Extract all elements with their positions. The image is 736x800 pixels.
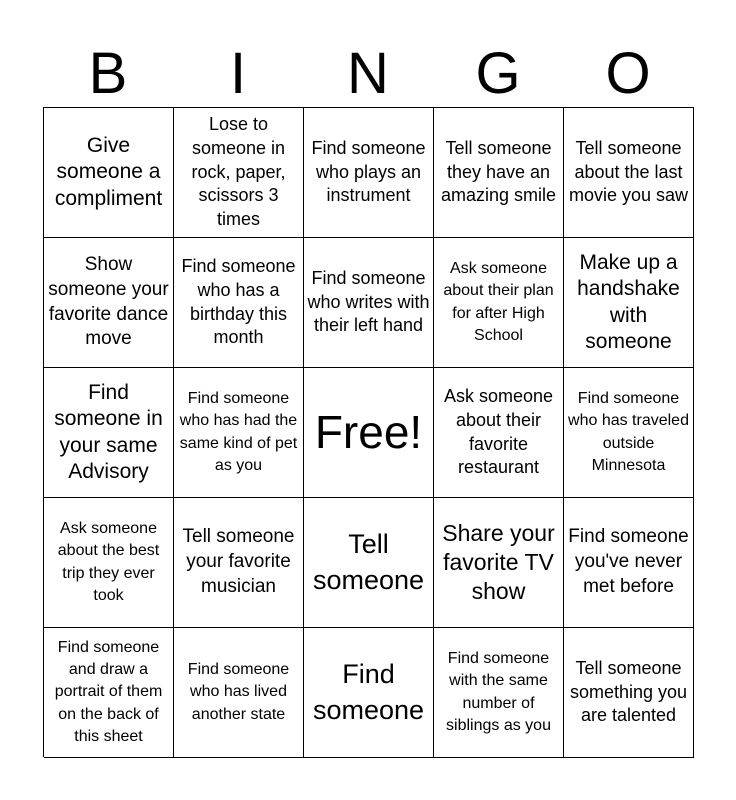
bingo-cell-free[interactable] bbox=[304, 368, 434, 498]
bingo-cell-r5c3[interactable] bbox=[304, 628, 434, 758]
cell-text: Tell someone bbox=[312, 529, 425, 595]
cell-text: Find someone you've never met before bbox=[568, 526, 689, 597]
header-letter-n: N bbox=[347, 41, 389, 106]
bingo-cell-r1c5[interactable] bbox=[564, 108, 694, 238]
bingo-cell-r5c1[interactable] bbox=[44, 628, 174, 758]
cell-text: Find someone with the same number of siblings as you bbox=[446, 650, 551, 734]
bingo-cell-r4c1[interactable] bbox=[44, 498, 174, 628]
cell-text: Show someone your favorite dance move bbox=[48, 254, 169, 350]
bingo-cell-r4c5[interactable] bbox=[564, 498, 694, 628]
cell-text: Tell someone something you are talented bbox=[569, 657, 688, 726]
bingo-cell-r1c1[interactable] bbox=[44, 108, 174, 238]
cell-text: Find someone and draw a portrait of them on the back of this sheet bbox=[54, 639, 163, 745]
cell-text: Tell someone your favorite musician bbox=[182, 526, 295, 597]
cell-text: Make up a handshake with someone bbox=[577, 251, 680, 353]
cell-text: Ask someone about the best trip they ever took bbox=[57, 520, 160, 604]
cell-text: Free! bbox=[314, 406, 423, 459]
bingo-header bbox=[43, 40, 693, 108]
cell-text: Tell someone they have an amazing smile bbox=[440, 137, 557, 206]
cell-text: Find someone who has had the same kind of pet as you bbox=[179, 390, 298, 474]
cell-text: Find someone who has lived another state bbox=[187, 661, 290, 723]
bingo-cell-r1c2[interactable] bbox=[174, 108, 304, 238]
header-letter-g: G bbox=[475, 41, 521, 106]
cell-text: Share your favorite TV show bbox=[442, 520, 555, 604]
bingo-cell-r2c1[interactable] bbox=[44, 238, 174, 368]
bingo-cell-r4c3[interactable] bbox=[304, 498, 434, 628]
bingo-cell-r2c3[interactable] bbox=[304, 238, 434, 368]
cell-text: Find someone who has traveled outside Minnesota bbox=[568, 390, 689, 474]
cell-text: Give someone a compliment bbox=[54, 134, 163, 210]
bingo-cell-r5c5[interactable] bbox=[564, 628, 694, 758]
cell-text: Tell someone about the last movie you saw bbox=[568, 137, 689, 206]
bingo-cell-r2c2[interactable] bbox=[174, 238, 304, 368]
header-letter-i: I bbox=[229, 41, 247, 106]
cell-text: Find someone who has a birthday this month bbox=[181, 255, 296, 348]
cell-text: Ask someone about their favorite restaurant bbox=[443, 385, 554, 478]
bingo-cell-r3c4[interactable] bbox=[434, 368, 564, 498]
bingo-cell-r4c4[interactable] bbox=[434, 498, 564, 628]
cell-text: Find someone in your same Advisory bbox=[54, 381, 163, 483]
cell-text: Find someone who writes with their left hand bbox=[307, 267, 430, 336]
bingo-cell-r3c2[interactable] bbox=[174, 368, 304, 498]
bingo-cell-r1c3[interactable] bbox=[304, 108, 434, 238]
cell-text: Find someone bbox=[312, 659, 425, 725]
bingo-cell-r2c4[interactable] bbox=[434, 238, 564, 368]
bingo-cell-r3c5[interactable] bbox=[564, 368, 694, 498]
bingo-cell-r3c1[interactable] bbox=[44, 368, 174, 498]
bingo-cell-r5c2[interactable] bbox=[174, 628, 304, 758]
bingo-cell-r5c4[interactable] bbox=[434, 628, 564, 758]
bingo-cell-r2c5[interactable] bbox=[564, 238, 694, 368]
cell-text: Find someone who plays an instrument bbox=[311, 137, 426, 206]
header-letter-b: B bbox=[88, 41, 128, 106]
bingo-cell-r4c2[interactable] bbox=[174, 498, 304, 628]
cell-text: Ask someone about their plan for after High School bbox=[443, 260, 554, 344]
header-letter-o: O bbox=[605, 41, 651, 106]
bingo-grid bbox=[43, 107, 694, 757]
bingo-cell-r1c4[interactable] bbox=[434, 108, 564, 238]
cell-text: Lose to someone in rock, paper, scissors 3 times bbox=[191, 113, 286, 230]
